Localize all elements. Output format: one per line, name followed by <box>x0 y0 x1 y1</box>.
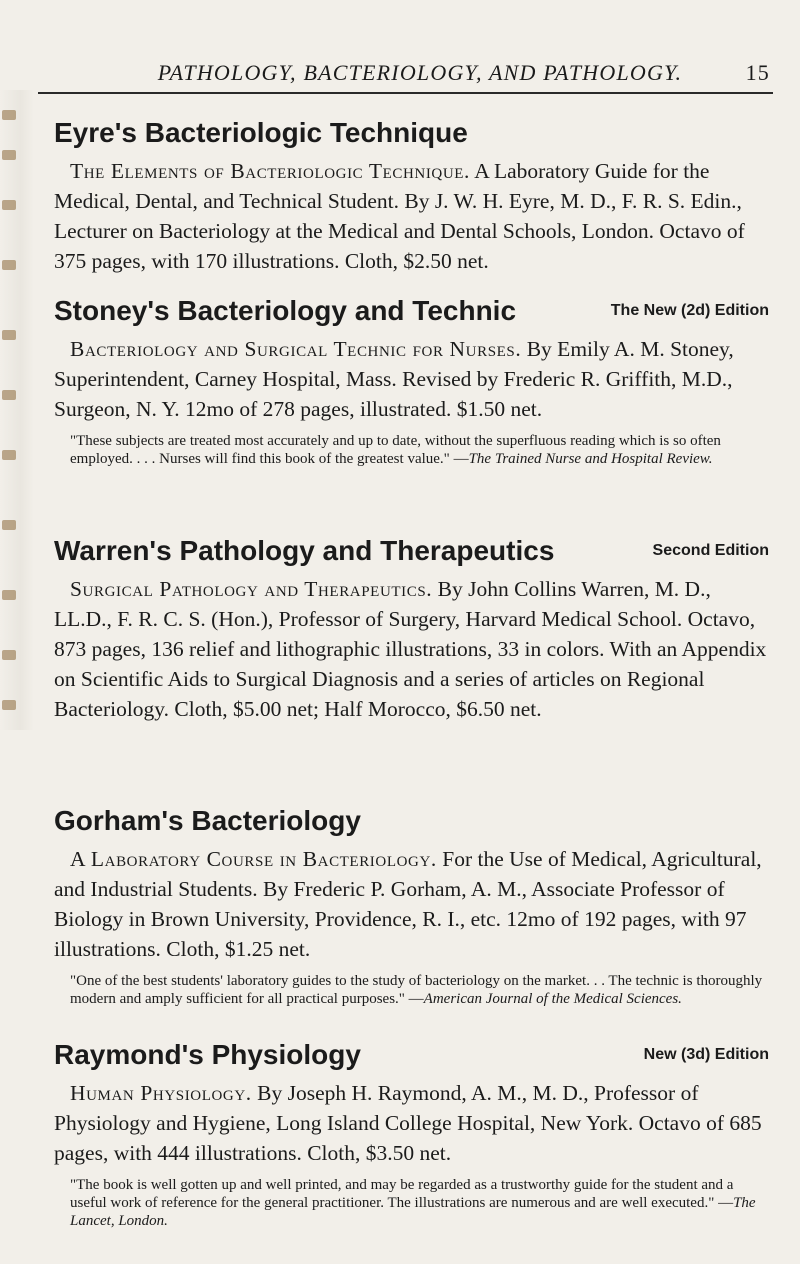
book-subtitle: Human Physiology. <box>70 1081 252 1105</box>
page-number: 15 <box>745 60 770 85</box>
book-title-text: Stoney's Bacteriology and Technic <box>54 295 517 326</box>
book-title-text: Raymond's Physiology <box>54 1039 361 1070</box>
edition-label: New (3d) Edition <box>643 1046 769 1063</box>
header-rule <box>38 92 773 94</box>
edition-label: The New (2d) Edition <box>610 302 769 319</box>
book-body: By Joseph H. Raymond, A. M., M. D., Professor of Physiology and Hygiene, Long Island College Hospital, New York. Octavo of 685 pages, with 444 illustrations. Cloth, $3.50 net. <box>54 1081 762 1165</box>
book-title <box>54 118 769 148</box>
quote-text: "These subjects are treated most accurately and up to date, without the superfluous reading which is so often employed. . . . Nurses will find this book of the greatest value." <box>70 433 721 467</box>
review-quote: "These subjects are treated most accurately and up to date, without the superfluous reading which is so often employed. . . . Nurses will find this book of the greatest value." —The Trained Nurse and Hospital Review. <box>70 433 721 467</box>
quote-source: The Trained Nurse and Hospital Review. <box>468 451 713 467</box>
book-subtitle: A Laboratory Course in Bacteriology. <box>70 847 437 871</box>
book-entry-stoney <box>54 296 769 468</box>
quote-source: American Journal of the Medical Sciences. <box>423 991 682 1007</box>
book-entry-raymond <box>54 1040 769 1230</box>
running-head <box>70 60 770 86</box>
book-subtitle: Surgical Pathology and Therapeutics. <box>70 577 433 601</box>
binding-edge <box>0 90 34 730</box>
book-description <box>54 844 769 964</box>
book-entry-gorham <box>54 806 769 1008</box>
book-body: For the Use of Medical, Agricultural, and Industrial Students. By Frederic P. Gorham, A. M., Associate Professor of Biology in Brown University, Providence, R. I., etc. 12mo of 192 pages, with 97 illustrations. Cloth, $1.25 net. <box>54 847 762 961</box>
review-quote: "One of the best students' laboratory guides to the study of bacteriology on the market. . . The technic is thoroughly modern and amply sufficient for all practical purposes." —American Journal of the Medical Sciences. <box>70 973 763 1007</box>
edition-label: Second Edition <box>652 542 769 559</box>
book-entry-warren <box>54 536 769 724</box>
book-title <box>54 1040 769 1070</box>
book-body: By Emily A. M. Stoney, Superintendent, Carney Hospital, Mass. Revised by Frederic R. Griffith, M.D., Surgeon, N. Y. 12mo of 278 pages, illustrated. $1.50 net. <box>54 337 734 421</box>
book-description <box>54 156 769 276</box>
review-quote: "The book is well gotten up and well printed, and may be regarded as a trustworthy guide for the student and a useful work of reference for the general practitioner. The illustrations are numerous and are well executed." —The Lancet, London. <box>70 1177 756 1229</box>
quote-text: "One of the best students' laboratory guides to the study of bacteriology on the market. . . The technic is thoroughly modern and amply sufficient for all practical purposes." <box>70 973 763 1007</box>
book-title-text: Gorham's Bacteriology <box>54 805 361 836</box>
book-body: By John Collins Warren, M. D., LL.D., F. R. C. S. (Hon.), Professor of Surgery, Harvard Medical School. Octavo, 873 pages, 136 relief and lithographic illustrations, 33 in colors. With an Appendix on Scientific Aids to Surgical Diagnosis and a series of articles on Regional Bacteriology. Cloth, $5.00 net; Half Morocco, $6.50 net. <box>54 577 767 721</box>
book-description <box>54 574 769 724</box>
book-description <box>54 334 769 424</box>
book-subtitle: The Elements of Bacteriologic Technique. <box>70 159 471 183</box>
book-title <box>54 806 769 836</box>
book-entry-eyre <box>54 118 769 276</box>
quote-text: "The book is well gotten up and well printed, and may be regarded as a trustworthy guide for the student and a useful work of reference for the general practitioner. The illustrations are numerous and are well executed." <box>70 1177 734 1211</box>
book-description <box>54 1078 769 1168</box>
running-title: PATHOLOGY, BACTERIOLOGY, AND PATHOLOGY. <box>157 60 683 85</box>
book-title <box>54 296 769 326</box>
book-title-text: Warren's Pathology and Therapeutics <box>54 535 555 566</box>
book-subtitle: Bacteriology and Surgical Technic for Nurses. <box>70 337 522 361</box>
book-body: A Laboratory Guide for the Medical, Dental, and Technical Student. By J. W. H. Eyre, M. D., F. R. S. Edin., Lecturer on Bacteriology at the Medical and Dental Schools, London. Octavo of 375 pages, with 170 illustrations. Cloth, $2.50 net. <box>54 159 745 273</box>
book-title-text: Eyre's Bacteriologic Technique <box>54 117 468 148</box>
book-title <box>54 536 769 566</box>
quote-source: The Lancet, London. <box>70 1195 756 1229</box>
